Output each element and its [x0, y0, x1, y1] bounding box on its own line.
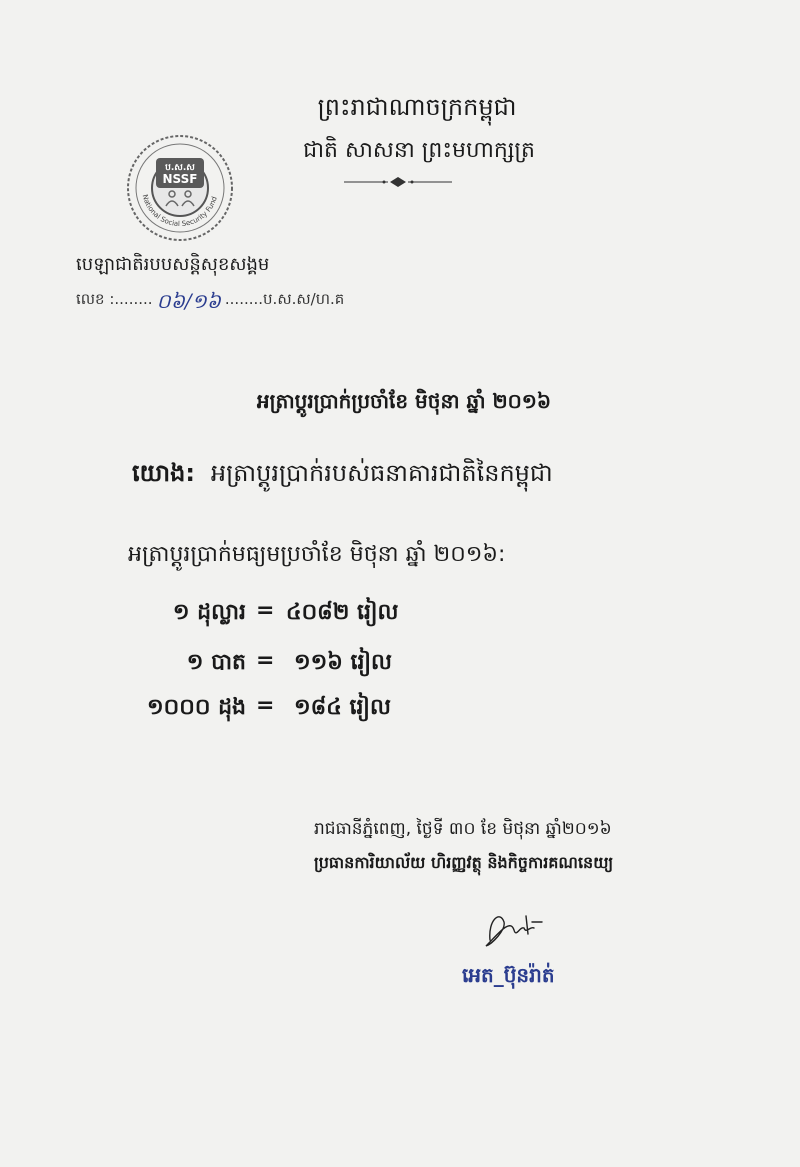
- national-motto: ជាតិ សាសនា ព្រះមហាក្សត្រ: [303, 138, 535, 163]
- rate-value: ១១៦ រៀល: [294, 650, 393, 675]
- kingdom-heading: ព្រះរាជាណាចក្រកម្ពុជា: [317, 93, 517, 121]
- reference-row: [132, 458, 553, 493]
- ornament-divider: [340, 176, 456, 188]
- document-title: អត្រាប្តូរប្រាក់ប្រចាំខែ មិថុនា ឆ្នាំ ២០១៦: [256, 389, 552, 413]
- ref-prefix: លេខ :........: [76, 290, 153, 308]
- rate-equals: =: [256, 598, 275, 623]
- rate-equals: =: [256, 693, 275, 718]
- nssf-logo: [122, 130, 238, 246]
- signer-name: អេត_ប៊ុនរ៉ាត់: [462, 963, 555, 987]
- rate-value: ៤០៨២ រៀល: [286, 600, 399, 625]
- office-title: ប្រធានការិយាល័យ ហិរញ្ញវត្ថុ និងកិច្ចការគណនេយ្យ: [314, 853, 614, 872]
- organization-name: បេឡាជាតិរបបសន្តិសុខសង្គម: [76, 254, 270, 275]
- rate-currency: ១០០០ ដុង: [147, 695, 246, 720]
- rate-currency: ១ បាត: [186, 650, 246, 675]
- logo-abbreviation-kh: ប.ស.ស: [165, 163, 195, 173]
- ref-suffix: ........ប.ស.ស/ហ.គ: [224, 290, 345, 308]
- rate-row: [0, 693, 800, 727]
- average-rate-label: អត្រាប្តូរប្រាក់មធ្យមប្រចាំខែ មិថុនា ឆ្នាំ ២០១៦:: [128, 542, 506, 567]
- logo-abbreviation-en: NSSF: [162, 172, 198, 186]
- logo-ring-text: National Social Security Fund: [140, 193, 219, 229]
- rate-row: [0, 598, 800, 632]
- reference-label: យោង:: [132, 459, 195, 487]
- reference-text: អត្រាប្តូរប្រាក់របស់ធនាគារជាតិនៃកម្ពុជា: [210, 459, 553, 487]
- handwritten-signature: [470, 900, 570, 960]
- rate-currency: ១ ដុល្លារ: [172, 600, 246, 625]
- place-and-date: រាជធានីភ្នំពេញ, ថ្ងៃទី ៣០ ខែ មិថុនា ឆ្នាំ២០១៦: [314, 819, 612, 839]
- rate-row: [0, 648, 800, 682]
- rate-value: ១៨៤ រៀល: [294, 695, 391, 720]
- ref-number-handwritten: ០៦/១៦: [156, 289, 221, 313]
- rate-equals: =: [256, 648, 275, 673]
- reference-number-line: [76, 284, 344, 314]
